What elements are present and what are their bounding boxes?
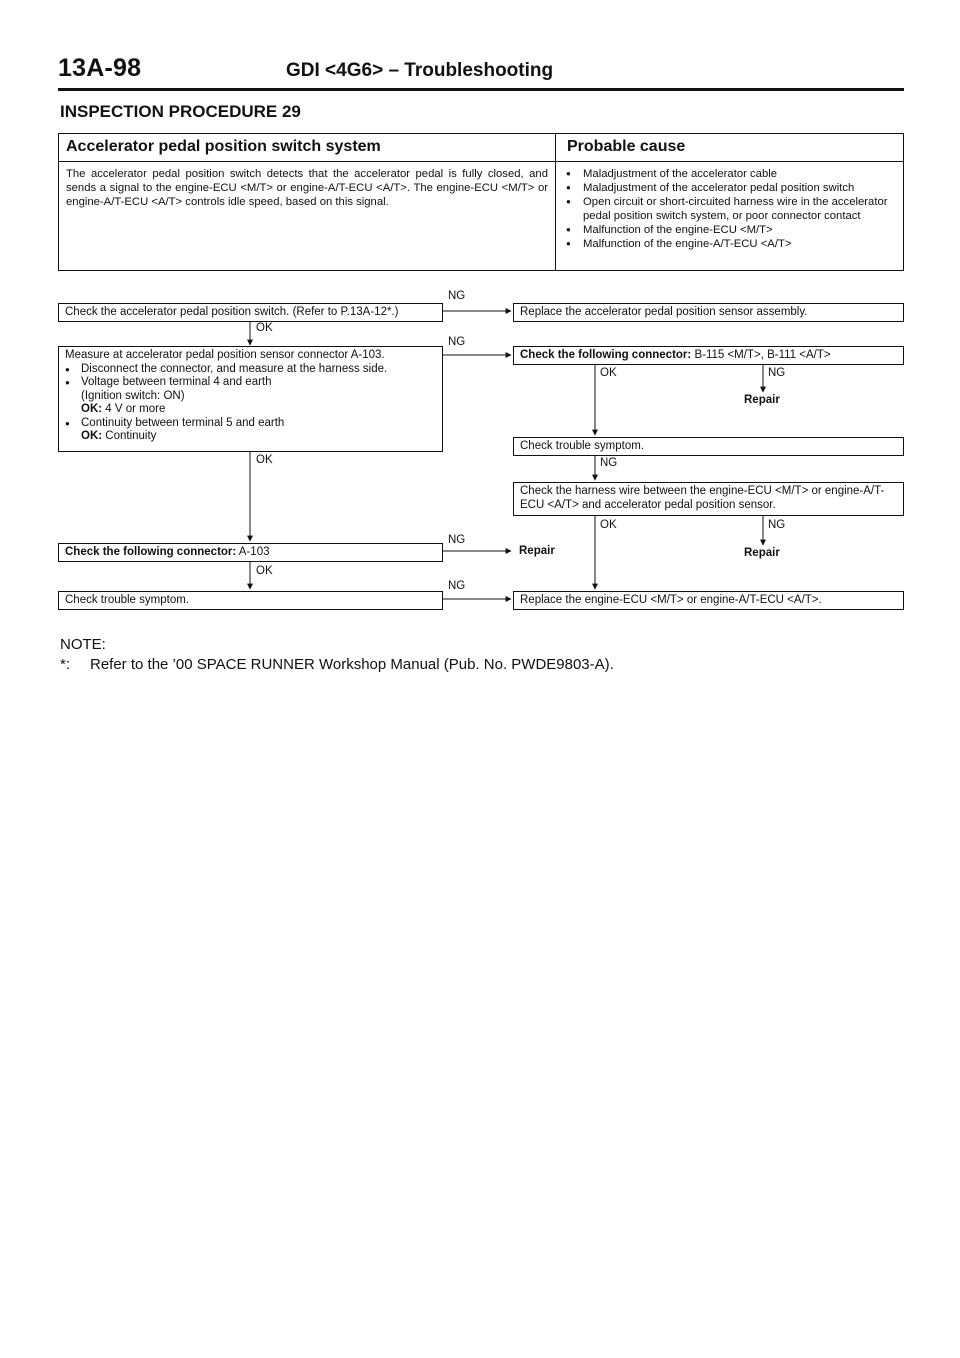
step-replace-ecu [513, 591, 904, 610]
step-check-connector-b [513, 346, 904, 365]
page-title: GDI <4G6> – Troubleshooting [286, 60, 554, 81]
check-trouble-text: Check trouble symptom. [65, 594, 189, 606]
measure-ok-continuity [65, 430, 436, 444]
step-measure-connector [58, 346, 443, 452]
cause-item: ● Malfunction of the engine-ECU <M/T> [565, 223, 901, 237]
step-check-trouble-right [513, 437, 904, 456]
cause-item: ● Malfunction of the engine-A/T-ECU <A/T> [565, 237, 901, 251]
ng-label: NG [768, 519, 786, 531]
note-title: NOTE: [60, 636, 106, 653]
ok-label: OK [256, 565, 273, 577]
ok-label: OK [256, 322, 273, 334]
harness-check-text: Check the harness wire between the engine-ECU <M/T> or engine-A/T-ECU <A/T> and accelerator pedal position sensor. [520, 485, 885, 511]
ng-label: NG [448, 580, 466, 592]
check-connector-value: A-103 [238, 546, 270, 558]
check-trouble-text: Check trouble symptom. [520, 440, 644, 452]
measure-item: ● Continuity between terminal 5 and earth [65, 417, 436, 431]
check-connector-label: Check the following connector: [520, 349, 692, 361]
ok-label: OK: [81, 403, 103, 415]
step-check-trouble-left [58, 591, 443, 610]
ng-label: NG [768, 367, 786, 379]
procedure-title: INSPECTION PROCEDURE 29 [60, 102, 301, 121]
measure-ok-voltage [65, 403, 436, 417]
step-check-harness [513, 482, 904, 516]
ok-label: OK [600, 519, 617, 531]
check-connector-value: B-115 <M/T>, B-111 <A/T> [694, 349, 831, 361]
step-check-connector-a103 [58, 543, 443, 562]
repair-label: Repair [519, 545, 555, 557]
measure-list [65, 363, 436, 444]
repair-label: Repair [744, 547, 780, 559]
note-marker: *: [60, 656, 71, 673]
replace-sensor-text: Replace the accelerator pedal position sensor assembly. [520, 306, 808, 318]
ng-label: NG [448, 336, 466, 348]
replace-ecu-text: Replace the engine-ECU <M/T> or engine-A/T-ECU <A/T>. [520, 594, 822, 606]
cause-item: ● Maladjustment of the accelerator pedal position switch [565, 181, 901, 195]
step-replace-sensor-assembly [513, 303, 904, 322]
note-text: Refer to the ’00 SPACE RUNNER Workshop Manual (Pub. No. PWDE9803-A). [90, 656, 614, 673]
check-connector-label: Check the following connector: [65, 546, 237, 558]
table-right-header: Probable cause [567, 138, 686, 155]
system-description: The accelerator pedal position switch detects that the accelerator pedal is fully closed, and sends a signal to the engine-ECU <M/T> or engine-A/T-ECU <A/T>. The engine-ECU <M/T> or engine-A/T-ECU <A/T> controls idle speed, based on this signal. [66, 168, 548, 208]
ng-label: NG [448, 290, 466, 302]
ok-label: OK: [81, 430, 103, 442]
table-left-header: Accelerator pedal position switch system [66, 138, 381, 155]
ng-label: NG [600, 457, 618, 469]
step-check-switch-text: Check the accelerator pedal position switch. (Refer to P.13A-12*.) [65, 306, 399, 318]
measure-item: ● Disconnect the connector, and measure at the harness side. [65, 363, 436, 377]
repair-label: Repair [744, 394, 780, 406]
measure-condition: (Ignition switch: ON) [81, 389, 185, 402]
cause-item: ● Open circuit or short-circuited harness wire in the accelerator pedal position switch system, or poor connector contact [565, 195, 901, 223]
ok-value: 4 V or more [105, 403, 166, 415]
cause-item: ● Maladjustment of the accelerator cable [565, 167, 901, 181]
step-check-switch [58, 303, 443, 322]
ok-label: OK [256, 454, 273, 466]
measure-item: ● Voltage between terminal 4 and earth [65, 376, 436, 390]
page-code: 13A-98 [58, 54, 142, 82]
ok-value: Continuity [105, 430, 157, 442]
ng-label: NG [448, 534, 466, 546]
ok-label: OK [600, 367, 617, 379]
measure-title: Measure at accelerator pedal position sensor connector A-103. [65, 349, 385, 361]
